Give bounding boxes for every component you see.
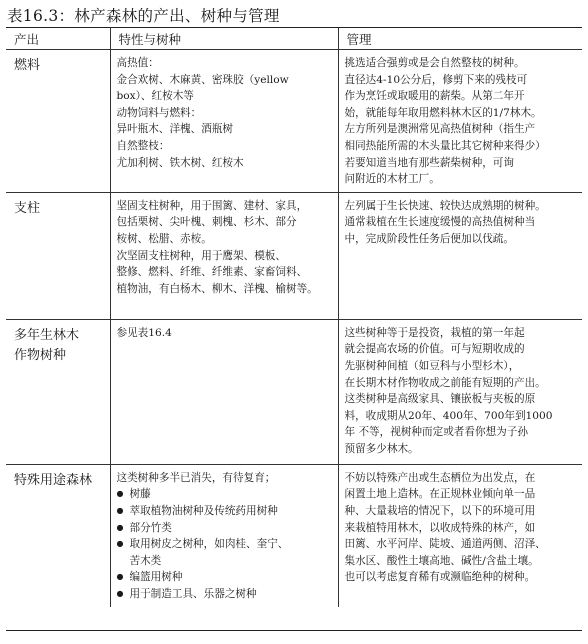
cell-line: 年 不等，视树种而定或者看你想为子孙 — [344, 426, 528, 439]
cell-line: 在长期木材作物收成之前能有短期的产出。 — [344, 376, 546, 389]
cell-line — [117, 138, 334, 155]
table-title: 表16.3：林产森林的产出、树种与管理 — [7, 7, 280, 25]
cell-line — [117, 155, 334, 172]
cell-line: 燃料 — [14, 58, 41, 73]
cell-line: 来栽植特用林木，以收成特殊的林产，如 — [344, 521, 536, 534]
cell-line: 作物树种 — [14, 347, 67, 363]
line-text: 树藤 — [129, 488, 151, 501]
line-text: 这类树种多半已消失，有待复育； — [116, 471, 276, 484]
cell-line: 中，完成阶段性任务后便加以伐疏。 — [344, 232, 514, 245]
cell-line: 左方所列是澳洲常见高热值树种（指生产 — [344, 123, 536, 136]
table-row — [6, 464, 582, 606]
line-text: 次坚固支柱树种，用于鹰架、模板、 — [116, 249, 286, 262]
line-text: 动物饲料与燃料： — [116, 106, 202, 119]
line-text: 包括栗树、尖叶槐、刺槐、杉木、部分 — [116, 216, 297, 229]
line-text: box）、红桉木等 — [116, 90, 194, 103]
table-header-row — [6, 28, 582, 50]
line-text: 整修、燃料、纤维、纤维素、家畜饲料、 — [116, 266, 308, 279]
output-cell — [6, 319, 110, 464]
line-text: 编篮用树种 — [129, 571, 183, 584]
cell-line: 田篱、水平河岸、陡坡、通道两侧、沼泽、 — [344, 538, 546, 551]
cell-line: 作为烹饪或取暖用的薪柴。从第二年开 — [344, 90, 525, 103]
management-cell — [338, 192, 582, 319]
line-text: 用于制造工具、乐器之树种 — [129, 587, 257, 600]
bullet-item — [117, 536, 334, 553]
bullet-item — [117, 486, 334, 503]
cell-line: 集水区、酸性土壤高地、碱性/含盐土壤。 — [344, 554, 539, 567]
line-text: 坚固支柱树种，用于围篱、建材、家具， — [116, 199, 308, 212]
cell-line — [117, 248, 334, 265]
line-text: 金合欢树、木麻黄、密珠胶（yellow — [116, 73, 289, 86]
cell-line — [117, 264, 334, 281]
header-output: 产出 — [6, 28, 110, 50]
cell-line: 支柱 — [14, 200, 41, 216]
bullet-item — [117, 520, 334, 537]
cell-line: 预留多少林木。 — [344, 442, 419, 455]
cell-line — [117, 105, 334, 122]
line-text: 苦木类 — [129, 554, 162, 567]
bullet-icon: ● — [116, 539, 124, 549]
cell-line: 左列属于生长快速、较快达成熟期的树种。 — [344, 199, 546, 212]
bullet-icon: ● — [116, 572, 124, 582]
cell-line: 也可以考虑复育稀有或濒临绝种的树种。 — [344, 571, 536, 584]
line-text: 部分竹类 — [129, 521, 172, 534]
management-cell — [338, 464, 582, 606]
bullet-icon: ● — [116, 489, 124, 499]
cell-line: 这些树种等于是投资，栽植的第一年起 — [344, 326, 525, 339]
bullet-item — [117, 569, 334, 586]
cell-line: 就会提高农场的价值。可与短期收成的 — [344, 343, 525, 356]
line-text: 高热值： — [116, 57, 159, 69]
cell-line: 问附近的木材工厂。 — [344, 173, 440, 186]
bullet-icon: ● — [116, 522, 124, 532]
bullet-icon: ● — [116, 505, 124, 515]
management-cell — [338, 50, 582, 193]
line-text: 桉树、松腊、赤桉。 — [116, 232, 212, 245]
cell-line: 若要知道当地有那些薪柴树种，可询 — [344, 156, 514, 169]
cell-line — [117, 88, 334, 105]
cell-line: 闲置土地上造林。在正规林业倾向单一品 — [344, 488, 536, 501]
line-text: 植物油，有白杨木、柳木、洋槐、榆树等。 — [116, 282, 318, 295]
species-cell — [110, 192, 338, 319]
cell-line: 这类树种是高级家具、镶嵌板与夹板的原 — [344, 393, 536, 406]
bullet-icon: ● — [116, 588, 124, 598]
line-text: 取用树皮之树种，如肉桂、奎宁、 — [129, 538, 289, 551]
species-cell — [110, 464, 338, 606]
output-cell — [6, 464, 110, 606]
line-text: 萃取植物油树种及传统药用树种 — [129, 504, 278, 517]
species-cell — [110, 319, 338, 464]
species-cell — [110, 50, 338, 193]
cell-line — [117, 121, 334, 138]
table-row — [6, 192, 582, 319]
cell-line — [117, 231, 334, 248]
table-row — [6, 50, 582, 193]
cell-line: 特殊用途森林 — [14, 472, 93, 488]
forest-products-table — [6, 27, 582, 607]
header-species: 特性与树种 — [110, 28, 338, 50]
cell-line: 多年生林木 — [14, 327, 80, 343]
management-cell — [338, 319, 582, 464]
cell-line — [117, 214, 334, 231]
cell-line: 不妨以特殊产出或生态栖位为出发点，在 — [344, 471, 536, 484]
cell-line — [117, 281, 334, 298]
cell-line: 始，就能每年取用燃料林木区的1/7林木。 — [344, 106, 542, 119]
bullet-item — [117, 586, 334, 603]
cell-line — [117, 553, 334, 570]
line-text: 参见表16.4 — [116, 326, 172, 339]
line-text: 自然整枝： — [116, 139, 170, 152]
table-row — [6, 319, 582, 464]
cell-line — [117, 198, 334, 215]
line-text: 尤加利树、铁木树、红桉木 — [116, 156, 244, 169]
table-bottom-rule — [6, 630, 582, 631]
cell-line: 通常栽植在生长速度缓慢的高热值树种当 — [344, 216, 536, 229]
output-cell — [6, 50, 110, 193]
cell-line: 种、大量栽培的情况下，以下的环境可用 — [344, 504, 536, 517]
line-text: 异叶瓶木、洋槐、酒瓶树 — [116, 123, 234, 136]
header-management: 管理 — [338, 28, 582, 50]
cell-line: 相同热能所需的木头量比其它树种来得少） — [344, 139, 546, 152]
cell-line: 料，收成期从20年、400年、700年到1000 — [344, 409, 553, 422]
cell-line: 直径达4-10公分后，修剪下来的残枝可 — [344, 73, 528, 86]
cell-line: 先驱树种间植（如豆科与小型杉木）， — [344, 359, 520, 372]
cell-line — [117, 470, 334, 487]
cell-line — [117, 55, 334, 72]
cell-line — [117, 325, 334, 342]
cell-line: 挑选适合强剪或是会自然整枝的树种。 — [344, 57, 525, 69]
cell-line — [117, 72, 334, 89]
bullet-item — [117, 503, 334, 520]
output-cell — [6, 192, 110, 319]
